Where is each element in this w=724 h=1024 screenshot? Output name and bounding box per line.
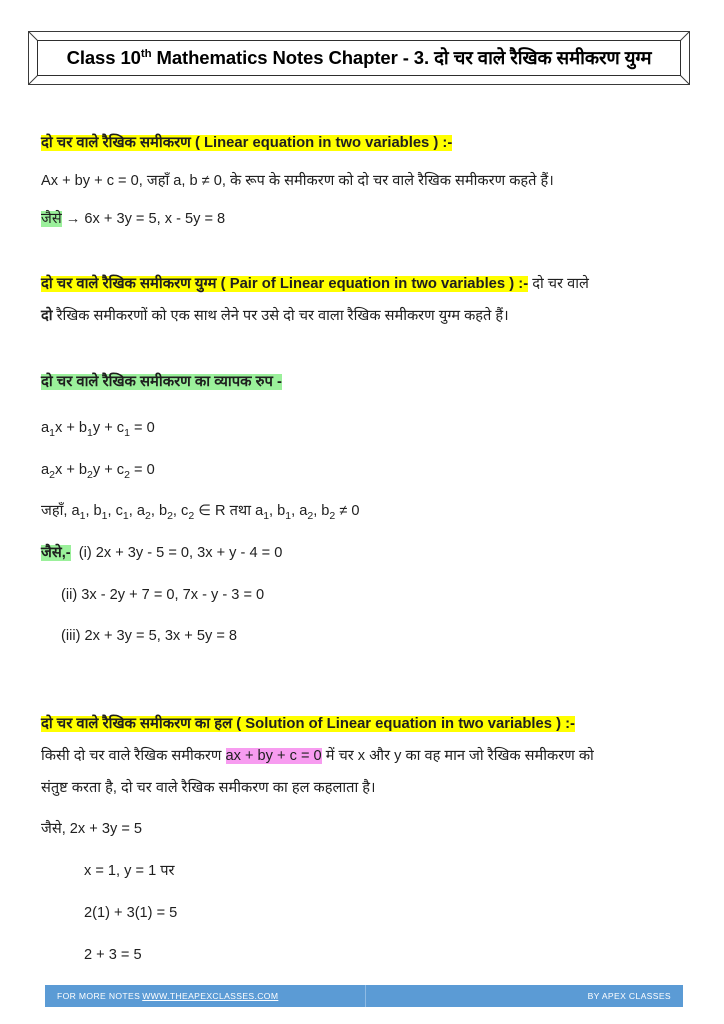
section-3-example-i: (i) 2x + 3y - 5 = 0, 3x + y - 4 = 0 [78, 545, 283, 562]
condition-sub-8: 1 [285, 510, 292, 523]
condition-sub-7: 1 [263, 510, 270, 523]
eq2-mid: x + b [54, 461, 88, 478]
section-4-heading-english: ( Solution of Linear equation in two variables ) :- [236, 716, 575, 733]
footer-right-label: BY APEX CLASSES [587, 991, 671, 1001]
eq2-a-subscript: 2 [49, 468, 55, 481]
section-3-examples-row-i [41, 544, 691, 564]
section-3-condition [41, 502, 691, 522]
condition-p2: , c [107, 503, 123, 520]
section-3-equation-1 [41, 419, 691, 439]
condition-p9: , b [313, 503, 330, 520]
section-4-heading [41, 715, 691, 735]
section-1-heading-highlight [41, 135, 452, 151]
section-3-example-ii: (ii) 3x - 2y + 7 = 0, 7x - y - 3 = 0 [61, 586, 265, 603]
condition-sub-5: 2 [167, 510, 173, 523]
eq1-tail: = 0 [129, 419, 155, 436]
section-1-example-text: → 6x + 3y = 5, x - 5y = 8 [61, 210, 226, 227]
eq1-mid: x + b [54, 419, 88, 436]
condition-sub-1: 1 [79, 510, 86, 523]
section-4-heading-hindi: दो चर वाले रैखिक समीकरण का हल [41, 716, 233, 733]
condition-sub-2: 1 [101, 510, 108, 523]
section-2-heading-hindi: दो चर वाले रैखिक समीकरण युग्म [41, 276, 217, 293]
eq1-c-subscript: 1 [124, 426, 130, 439]
section-4-example-line-2: x = 1, y = 1 पर [84, 863, 175, 880]
footer-website-link[interactable]: WWW.THEAPEXCLASSES.COM [142, 991, 279, 1001]
condition-p8: , a [291, 503, 308, 520]
condition-p1: , b [85, 503, 102, 520]
title-banner [28, 31, 690, 85]
section-4-body-line-2: संतुष्ट करता है, दो चर वाले रैखिक समीकरण का हल कहलाता है। [41, 779, 376, 796]
section-1-example-label: जैसे [41, 210, 62, 227]
condition-lead: जहाँ, a [41, 503, 80, 520]
section-2-heading-english: ( Pair of Linear equation in two variables ) :- [220, 276, 529, 293]
title-banner-inner-frame [37, 40, 681, 76]
eq2-c-subscript: 2 [124, 468, 130, 481]
section-1-example [41, 210, 691, 230]
condition-sub-10: 2 [329, 510, 336, 523]
eq2-a: a [41, 461, 50, 478]
footer-left-label: FOR MORE NOTES [57, 991, 141, 1001]
section-2-body-bold: दो [41, 308, 53, 325]
section-3-example-iii: (iii) 2x + 3y = 5, 3x + 5y = 8 [61, 628, 238, 645]
condition-p6: ∈ R तथा a [194, 503, 264, 520]
section-4-example-line-1: जैसे, 2x + 3y = 5 [41, 821, 143, 838]
condition-p3: , a [128, 503, 145, 520]
eq1-b-subscript: 1 [87, 426, 93, 439]
section-2-body-rest: रैखिक समीकरणों को एक साथ लेने पर उसे दो चर वाला रैखिक समीकरण युग्म कहते हैं। [52, 308, 509, 325]
condition-p4: , b [150, 503, 168, 520]
section-4-body-part1: किसी दो चर वाले रैखिक समीकरण [41, 748, 226, 765]
footer-left-group [45, 991, 365, 1001]
section-2-heading-tail: दो चर वाले [528, 276, 589, 293]
condition-p5: , c [172, 503, 189, 520]
section-4-example-line-4: 2 + 3 = 5 [84, 946, 142, 963]
section-2-heading-highlight [41, 276, 528, 292]
condition-sub-6: 2 [188, 510, 195, 523]
condition-sub-4: 2 [145, 510, 151, 523]
section-1-body: Ax + by + c = 0, जहाँ a, b ≠ 0, के रूप के समीकरण को दो चर वाले रैखिक समीकरण कहते हैं। [41, 172, 554, 189]
section-1-heading [41, 134, 691, 154]
section-4-body-part2: में चर x और y का वह मान जो रैखिक समीकरण को [321, 748, 594, 765]
condition-p10: ≠ 0 [335, 503, 360, 520]
eq1-a: a [41, 419, 50, 436]
section-3-examples-label: जैसे,- [41, 545, 71, 562]
section-1-heading-english: ( Linear equation in two variables ) :- [194, 135, 453, 151]
page-footer [45, 985, 683, 1007]
condition-sub-3: 1 [122, 510, 129, 523]
section-3-equation-2 [41, 461, 691, 481]
section-3-heading-highlight: दो चर वाले रैखिक समीकरण का व्यापक रुप - [41, 374, 282, 390]
condition-sub-9: 2 [307, 510, 314, 523]
section-2-heading [41, 275, 691, 295]
eq2-b-subscript: 2 [87, 468, 93, 481]
document-body [41, 134, 691, 965]
section-2-body [41, 307, 691, 327]
eq1-end: y + c [92, 419, 125, 436]
page-title [66, 46, 652, 68]
eq1-a-subscript: 1 [49, 426, 55, 439]
section-4-heading-highlight [41, 716, 575, 732]
section-4-example-line-3: 2(1) + 3(1) = 5 [84, 904, 178, 921]
condition-p7: , b [269, 503, 286, 520]
title-superscript: th [140, 47, 152, 60]
eq2-end: y + c [92, 461, 125, 478]
section-4-body-line-1 [41, 747, 691, 767]
title-prefix: Class 10 [66, 46, 141, 68]
section-1-heading-hindi: दो चर वाले रैखिक समीकरण [41, 135, 191, 151]
title-rest: Mathematics Notes Chapter - 3. दो चर वाले रैखिक समीकरण युग्म [151, 46, 652, 68]
section-3-heading [41, 373, 691, 393]
section-4-body-equation: ax + by + c = 0 [225, 748, 322, 765]
eq2-tail: = 0 [129, 461, 155, 478]
